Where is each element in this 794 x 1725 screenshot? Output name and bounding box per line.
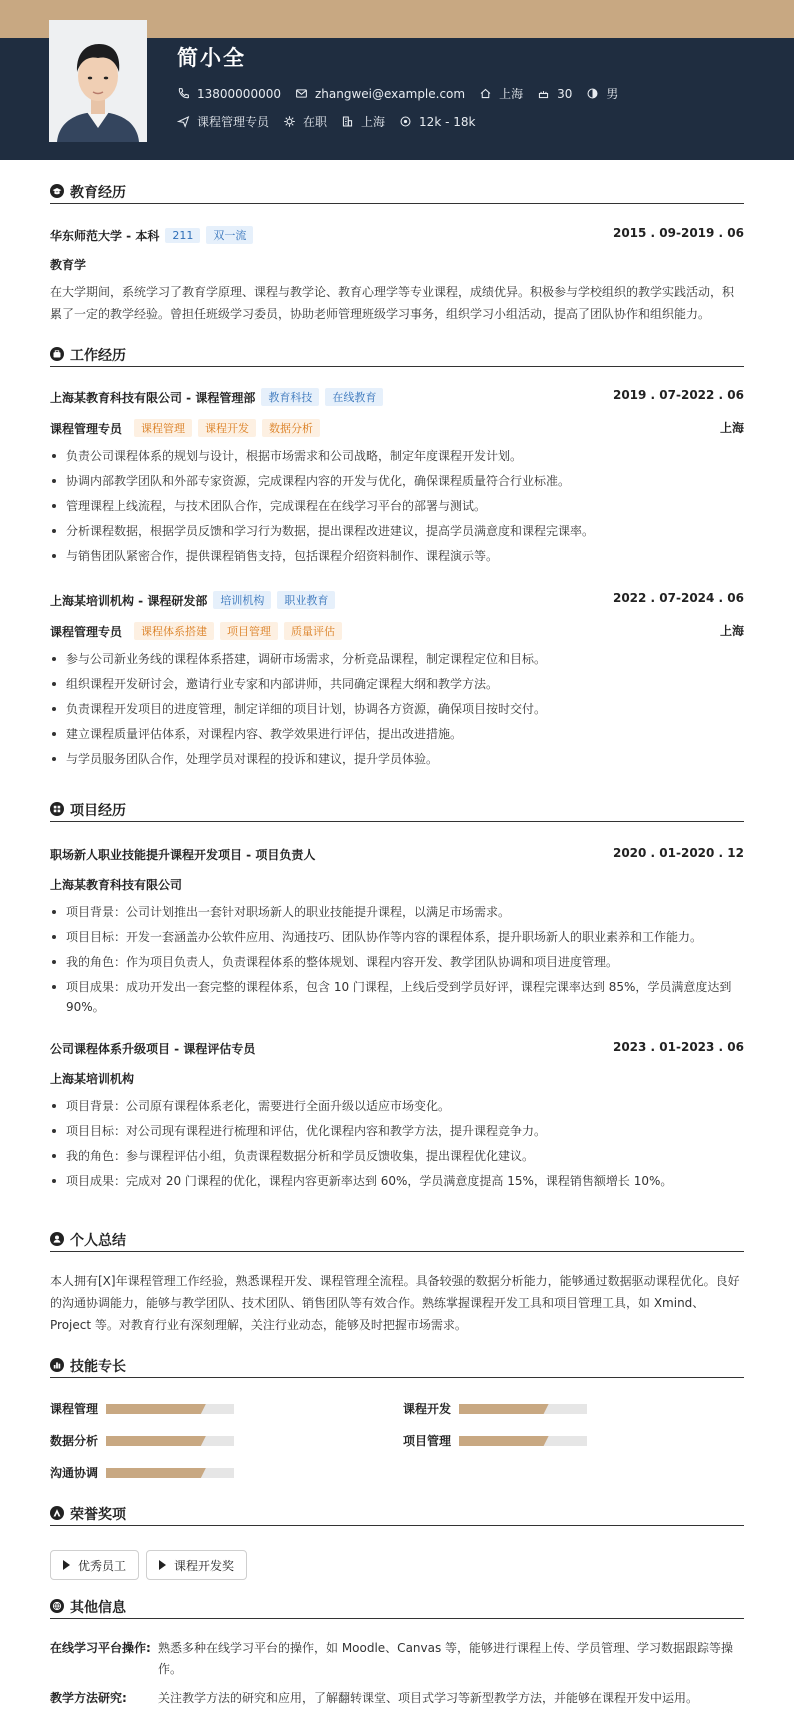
list-item: 项目目标：开发一套涵盖办公软件应用、沟通技巧、团队协作等内容的课程体系，提升职场新人的职业素养和工作能力。: [50, 927, 744, 947]
skill-tag: 课程开发: [198, 419, 256, 437]
age-item: [537, 87, 572, 101]
section-projects: [50, 800, 744, 822]
skill-level-bar: [106, 1436, 234, 1446]
project-date: 2020 . 01-2020 . 12: [612, 846, 744, 860]
play-icon: [63, 1560, 70, 1570]
other-item: [50, 1638, 744, 1680]
project-org-row: [50, 876, 744, 894]
list-item: 组织课程开发研讨会，邀请行业专家和内部讲师，共同确定课程大纲和教学方法。: [50, 674, 744, 694]
major-name: 教育学: [50, 258, 87, 272]
list-item: 项目背景：公司计划推出一套针对职场新人的职业技能提升课程，以满足市场需求。: [50, 902, 744, 922]
skill-tag: 质量评估: [284, 622, 342, 640]
project-bullets: [50, 1096, 744, 1196]
candidate-name: 简小全: [177, 46, 246, 70]
job-location: 上海: [719, 624, 744, 638]
contact-row: [177, 85, 632, 102]
coin-icon: [399, 115, 412, 128]
list-item: 协调内部教学团队和外部专家资源，完成课程内容的开发与优化，确保课程质量符合行业标准。: [50, 471, 744, 491]
gender-item: [586, 85, 618, 102]
job-role-row: [50, 419, 744, 437]
email-text: zhangwei@example.com: [314, 86, 466, 101]
job-bullets: [50, 649, 744, 774]
industry-tag: 职业教育: [277, 591, 335, 609]
list-item: 参与公司新业务线的课程体系搭建，调研市场需求，分析竞品课程，制定课程定位和目标。: [50, 649, 744, 669]
skill-level-bar: [106, 1404, 234, 1414]
section-title: 项目经历: [70, 803, 126, 819]
education-description: 在大学期间，系统学习了教育学原理、课程与教学论、教育心理学等专业课程，成绩优异。积极参与学校组织的教学实践活动，积累了一定的教学经验。曾担任班级学习委员，协助老师管理班级学习事务，组织学习小组活动，提高了团队协作和组织能力。: [50, 285, 735, 321]
mail-icon: [295, 87, 308, 100]
job-header-row: [50, 591, 744, 609]
section-education: [50, 182, 744, 204]
list-item: 分析课程数据，根据学员反馈和学习行为数据，提出课程改进建议，提高学员满意度和课程完课率。: [50, 521, 744, 541]
age-text: 30: [557, 86, 573, 101]
phone-item: [177, 87, 281, 101]
skill-level-fill: [106, 1436, 206, 1446]
list-item: 管理课程上线流程，与技术团队合作，完成课程在在线学习平台的部署与测试。: [50, 496, 744, 516]
project-header-row: [50, 846, 744, 864]
avatar-photo: [49, 20, 147, 142]
awards-list: [50, 1550, 744, 1582]
list-item: 与销售团队紧密合作，提供课程销售支持，包括课程介绍资料制作、课程演示等。: [50, 546, 744, 566]
skill-name: 数据分析: [50, 1434, 99, 1448]
award-name: 课程开发奖: [174, 1558, 235, 1573]
skill-item: [50, 1464, 350, 1482]
list-item: 项目成果：成功开发出一套完整的课程体系，包含 10 门课程，上线后受到学员好评，课程完课率达到 85%，学员满意度达到 90%。: [50, 977, 744, 1017]
project-org: 上海某教育科技有限公司: [50, 878, 183, 892]
avatar: [49, 20, 147, 142]
section-skills: [50, 1356, 744, 1378]
job-intent-row: [177, 113, 489, 130]
project-name: 公司课程体系升级项目 - 课程评估专员: [50, 1042, 256, 1056]
list-item: 建立课程质量评估体系，对课程内容、教学效果进行评估，提出改进措施。: [50, 724, 744, 744]
other-text: 熟悉多种在线学习平台的操作，如 Moodle、Canvas 等，能够进行课程上传、学员管理、学习数据跟踪等操作。: [158, 1641, 734, 1676]
section-title: 技能专长: [70, 1359, 126, 1375]
status-icon: [283, 115, 296, 128]
list-item: 我的角色：参与课程评估小组，负责课程数据分析和学员反馈收集，提出课程优化建议。: [50, 1146, 744, 1166]
list-item: 项目目标：对公司现有课程进行梳理和评估，优化课程内容和教学方法，提升课程竞争力。: [50, 1121, 744, 1141]
job-company: 上海某培训机构 - 课程研发部: [50, 594, 208, 608]
project-date: 2023 . 01-2023 . 06: [612, 1040, 744, 1054]
award-chip: [50, 1550, 139, 1580]
award-icon: [50, 1506, 64, 1520]
skill-level-fill: [106, 1468, 206, 1478]
list-item: 项目背景：公司原有课程体系老化，需要进行全面升级以适应市场变化。: [50, 1096, 744, 1116]
globe-icon: [50, 1599, 64, 1613]
home-text: 上海: [499, 87, 524, 101]
gender-icon: [586, 87, 599, 100]
skill-name: 课程开发: [403, 1402, 452, 1416]
education-tag: 211: [165, 228, 200, 243]
section-summary: [50, 1230, 744, 1252]
skill-tag: 数据分析: [262, 419, 320, 437]
summary-text: 本人拥有[X]年课程管理工作经验，熟悉课程开发、课程管理全流程。具备较强的数据分析能力，能够通过数据驱动课程优化。良好的沟通协调能力，能够与教学团队、技术团队、销售团队等有效合作。熟练掌握课程开发工具和项目管理工具，如 Xmind、Project 等。对教育行业有深刻理解，关注行业动态，能够及时把握市场需求。: [50, 1274, 740, 1332]
section-title: 荣誉奖项: [70, 1507, 126, 1523]
skill-level-bar: [459, 1436, 587, 1446]
award-name: 优秀员工: [78, 1558, 127, 1573]
list-item: 项目成果：完成对 20 门课程的优化，课程内容更新率达到 60%，学员满意度提高 15%，课程销售额增长 10%。: [50, 1171, 744, 1191]
city-item: [341, 113, 385, 130]
skill-name: 课程管理: [50, 1402, 99, 1416]
skill-level-fill: [106, 1404, 206, 1414]
job-role: 课程管理专员: [50, 625, 123, 639]
city-text: 上海: [361, 115, 386, 129]
section-title: 个人总结: [70, 1233, 126, 1249]
job-location: 上海: [719, 421, 744, 435]
job-date: 2022 . 07-2024 . 06: [612, 591, 744, 605]
school-name: 华东师范大学 - 本科: [50, 229, 160, 243]
job-header-row: [50, 388, 744, 406]
graduation-cap-icon: [50, 184, 64, 198]
other-label: 教学方法研究:: [50, 1691, 127, 1705]
section-title: 其他信息: [70, 1600, 126, 1616]
briefcase-icon: [50, 347, 64, 361]
section-title: 工作经历: [70, 348, 126, 364]
education-tag: 双一流: [206, 226, 253, 244]
project-org-row: [50, 1070, 744, 1088]
project-bullets: [50, 902, 744, 1022]
skill-tag: 项目管理: [220, 622, 278, 640]
position-text: 课程管理专员: [197, 115, 270, 129]
section-other: [50, 1597, 744, 1619]
status-item: [283, 113, 327, 130]
skill-item: [403, 1400, 703, 1418]
resume-header: [0, 38, 794, 160]
user-icon: [50, 1232, 64, 1246]
skill-level-fill: [459, 1404, 549, 1414]
list-item: 与学员服务团队合作，处理学员对课程的投诉和建议，提升学员体验。: [50, 749, 744, 769]
section-awards: [50, 1504, 744, 1526]
skill-name: 项目管理: [403, 1434, 452, 1448]
other-label: 在线学习平台操作:: [50, 1641, 151, 1655]
status-text: 在职: [303, 115, 328, 129]
skill-name: 沟通协调: [50, 1466, 99, 1480]
list-item: 我的角色：作为项目负责人，负责课程体系的整体规划、课程内容开发、教学团队协调和项目进度管理。: [50, 952, 744, 972]
position-item: [177, 113, 269, 130]
cake-icon: [537, 87, 550, 100]
job-company: 上海某教育科技有限公司 - 课程管理部: [50, 391, 256, 405]
home-item: [479, 85, 523, 102]
other-text: 关注教学方法的研究和应用，了解翻转课堂、项目式学习等新型教学方法，并能够在课程开发中运用。: [158, 1691, 699, 1705]
gender-text: 男: [606, 87, 619, 101]
award-chip: [146, 1550, 247, 1580]
email-item: [295, 87, 465, 101]
salary-item: [399, 115, 475, 129]
industry-tag: 在线教育: [325, 388, 383, 406]
other-item: [50, 1688, 744, 1709]
education-date: 2015 . 09-2019 . 06: [612, 226, 744, 240]
job-role: 课程管理专员: [50, 422, 123, 436]
job-date: 2019 . 07-2022 . 06: [612, 388, 744, 402]
project-name: 职场新人职业技能提升课程开发项目 - 项目负责人: [50, 848, 316, 862]
project-header-row: [50, 1040, 744, 1058]
play-icon: [159, 1560, 166, 1570]
home-icon: [479, 87, 492, 100]
education-header-row: [50, 226, 744, 244]
industry-tag: 教育科技: [261, 388, 319, 406]
salary-text: 12k - 18k: [419, 114, 476, 129]
industry-tag: 培训机构: [213, 591, 271, 609]
skill-item: [50, 1400, 350, 1418]
phone-icon: [177, 87, 190, 100]
building-icon: [341, 115, 354, 128]
phone-text: 13800000000: [197, 86, 281, 101]
send-icon: [177, 115, 190, 128]
section-title: 教育经历: [70, 185, 126, 201]
skill-tag: 课程体系搭建: [134, 622, 214, 640]
skill-tag: 课程管理: [134, 419, 192, 437]
list-item: 负责课程开发项目的进度管理，制定详细的项目计划，协调各方资源，确保项目按时交付。: [50, 699, 744, 719]
job-bullets: [50, 446, 744, 571]
skill-item: [403, 1432, 703, 1450]
skill-item: [50, 1432, 350, 1450]
bar-chart-icon: [50, 1358, 64, 1372]
project-org: 上海某培训机构: [50, 1072, 135, 1086]
education-major-row: [50, 256, 744, 274]
grid-icon: [50, 802, 64, 816]
skill-level-bar: [106, 1468, 234, 1478]
section-work: [50, 345, 744, 367]
skill-level-bar: [459, 1404, 587, 1414]
job-role-row: [50, 622, 744, 640]
skill-level-fill: [459, 1436, 549, 1446]
list-item: 负责公司课程体系的规划与设计，根据市场需求和公司战略，制定年度课程开发计划。: [50, 446, 744, 466]
